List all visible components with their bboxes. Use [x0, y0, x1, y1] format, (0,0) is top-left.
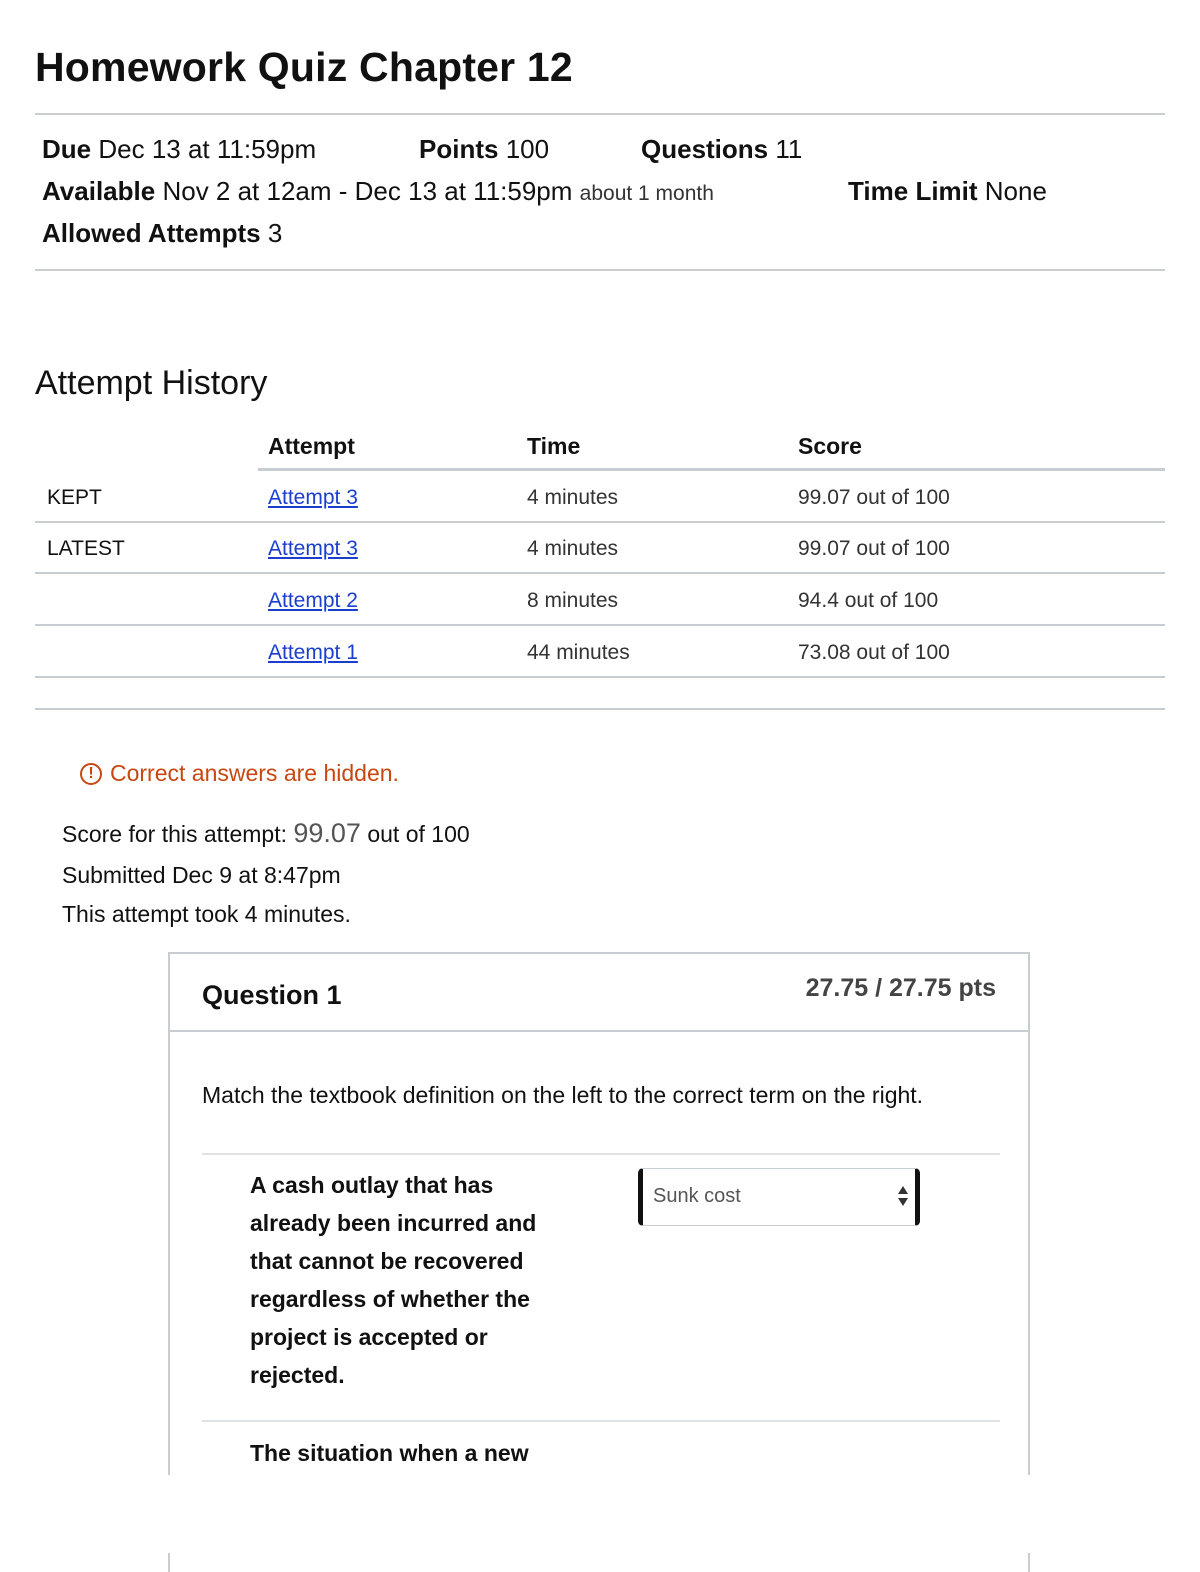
column-header-attempt: Attempt	[268, 433, 355, 459]
question-title: Question 1	[202, 980, 342, 1010]
match-term-select[interactable]	[638, 1168, 920, 1226]
row-score: 99.07 out of 100	[798, 537, 950, 560]
time-limit-meta	[848, 176, 1047, 207]
column-header-score: Score	[798, 433, 862, 459]
score-value: 99.07	[293, 818, 361, 848]
row-score: 94.4 out of 100	[798, 589, 939, 612]
attempts-label: Allowed Attempts	[42, 218, 261, 248]
due-label: Due	[42, 134, 92, 164]
column-header-time: Time	[527, 433, 581, 459]
available-meta	[42, 176, 714, 207]
points-meta	[419, 134, 549, 165]
score-prefix: Score for this attempt:	[62, 821, 287, 847]
attempt-link[interactable]: Attempt 1	[268, 641, 358, 664]
meta-row-1	[42, 134, 316, 165]
match-definition: The situation when a new	[250, 1440, 529, 1466]
selected-term: Sunk cost	[653, 1185, 741, 1207]
meta-divider	[35, 269, 1165, 271]
attempt-link[interactable]: Attempt 3	[268, 486, 358, 509]
question-header	[170, 954, 1028, 1032]
page-bottom-margin	[0, 1475, 1200, 1553]
correct-answers-hidden-notice	[80, 760, 399, 787]
questions-label: Questions	[641, 134, 769, 164]
available-label: Available	[42, 176, 156, 206]
points-value: 100	[505, 134, 550, 164]
available-note: about 1 month	[579, 182, 714, 205]
time-limit-label: Time Limit	[848, 176, 978, 206]
row-time: 44 minutes	[527, 641, 630, 664]
question-points: 27.75 / 27.75 pts	[805, 974, 996, 1002]
questions-meta	[641, 134, 802, 165]
due-value: Dec 13 at 11:59pm	[98, 134, 317, 164]
warning-icon: !	[80, 763, 102, 785]
attempt-link[interactable]: Attempt 2	[268, 589, 358, 612]
question-text: Match the textbook definition on the left to the correct term on the right.	[202, 1082, 924, 1108]
attempts-value: 3	[267, 218, 283, 248]
notice-text: Correct answers are hidden.	[110, 760, 399, 786]
row-score: 73.08 out of 100	[798, 641, 950, 664]
question-divider	[202, 1420, 1000, 1422]
row-divider	[35, 624, 1165, 626]
attempt-history-heading: Attempt History	[35, 364, 268, 402]
row-divider	[35, 521, 1165, 523]
question-divider	[202, 1153, 1000, 1155]
attempt-link[interactable]: Attempt 3	[268, 537, 358, 560]
score-suffix: out of 100	[367, 821, 470, 847]
submitted-time: Submitted Dec 9 at 8:47pm	[62, 862, 341, 888]
row-time: 4 minutes	[527, 486, 619, 509]
attempt-score	[62, 818, 470, 849]
select-arrows-icon	[897, 1183, 909, 1209]
time-limit-value: None	[984, 176, 1047, 206]
match-definition: A cash outlay that has already been incurred and that cannot be recovered regardless of whether the project is accepted or rejected.	[250, 1172, 537, 1388]
row-time: 8 minutes	[527, 589, 619, 612]
points-label: Points	[419, 134, 499, 164]
row-tag: KEPT	[47, 486, 102, 509]
row-divider	[35, 572, 1165, 574]
row-time: 4 minutes	[527, 537, 619, 560]
attempts-meta	[42, 218, 282, 249]
available-value: Nov 2 at 12am - Dec 13 at 11:59pm	[162, 176, 573, 206]
questions-value: 11	[775, 134, 803, 164]
table-header-rule	[258, 468, 1165, 471]
row-tag: LATEST	[47, 537, 125, 560]
row-score: 99.07 out of 100	[798, 486, 950, 509]
attempt-duration: This attempt took 4 minutes.	[62, 901, 351, 927]
history-divider	[35, 708, 1165, 710]
row-divider	[35, 676, 1165, 678]
title-divider	[35, 113, 1165, 115]
page-title: Homework Quiz Chapter 12	[35, 44, 573, 90]
